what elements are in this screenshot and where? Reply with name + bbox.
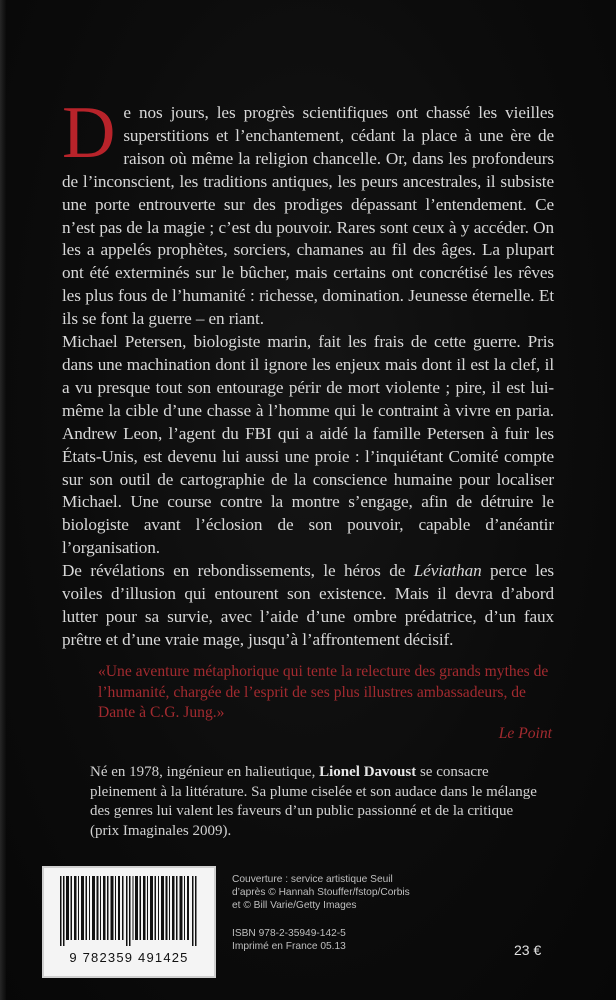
barcode-digits: 9 782359 491425 — [69, 950, 189, 965]
press-quote-source: Le Point — [498, 725, 552, 743]
price: 23 € — [514, 942, 542, 958]
print-info: Imprimé en France 05.13 — [232, 941, 346, 952]
press-quote — [98, 662, 552, 745]
barcode — [42, 866, 216, 978]
synopsis-paragraph-3 — [62, 560, 554, 652]
isbn-number: ISBN 978-2-35949-142-5 — [232, 928, 346, 939]
synopsis-paragraph-1: e nos jours, les progrès scientifiques ont chassé les vieilles superstitions et l’enchantement, cédant la place à une ère de raison où même la religion chancelle. Or, dans les profondeurs de l’inconscient, les traditions antiques, les peurs ancestrales, il subsiste une porte entrouverte sur des prodiges dépassant l’entendement. Ce n’est pas de la magie ; c’est du pouvoir. Rares sont ceux à y accéder. On les a appelés prophètes, sorciers, chamanes au fil des âges. La plupart ont été exterminés sur le bûcher, mais certains ont concrétisé les rêves les plus fous de l’humanité : richesse, domination. Jeunesse éternelle. Et ils se font la guerre – en riant. — [62, 103, 554, 329]
cover-credits-line-3: et © Bill Varie/Getty Images — [232, 900, 357, 911]
cover-credits — [232, 873, 472, 912]
author-bio — [90, 763, 540, 841]
author-name: Lionel Davoust — [319, 764, 417, 780]
cover-credits-line-1: Couverture : service artistique Seuil — [232, 874, 393, 885]
isbn-info — [232, 927, 472, 953]
cover-credits-line-2: d’après © Hannah Stouffer/fstop/Corbis — [232, 887, 410, 898]
author-bio-end: se consacre pleinement à la littérature. Sa plume ciselée et son audace dans le mélange des genres lui valent les faveurs d’un public passionné et de la critique (prix Imaginales 2009). — [90, 764, 537, 839]
drop-cap: D — [62, 92, 116, 174]
cover-edge — [0, 0, 6, 1000]
synopsis-paragraph-3-start: De révélations en rebondissements, le héros de — [62, 561, 414, 581]
book-title-italic: Léviathan — [413, 561, 482, 581]
barcode-bars — [58, 876, 200, 946]
synopsis-paragraph-3-end: perce les voiles d’illusion qui entourent son existence. Mais il devra d’abord lutter pour sa survie, avec l’aide d’une ombre prédatrice, d’un faux prêtre et d’une vraie mage, jusqu’à l’affrontement décisif. — [62, 561, 555, 649]
synopsis-text — [62, 92, 555, 652]
author-bio-start: Né en 1978, ingénieur en halieutique, — [90, 764, 320, 780]
synopsis-paragraph-2: Michael Petersen, biologiste marin, fait les frais de cette guerre. Pris dans une machination dont il ignore les enjeux mais dont il est la clef, il a vu presque tout son entourage périr de mort violente ; pire, il est lui-même la cible d’une chasse à l’homme qui le contraint à vivre en paria. Andrew Leon, l’agent du FBI qui a aidé la famille Petersen à fuir les États-Unis, est devenu lui aussi une proie : l’inquiétant Comité compte sur son outil de cartographie de la conscience humaine pour localiser Michael. Une course contre la montre s’engage, afin de détruire le biologiste avant l’éclosion de son pouvoir, capable d’anéantir l’organisation. — [62, 332, 554, 558]
press-quote-text: «Une aventure métaphorique qui tente la relecture des grands mythes de l’humanité, chargée de l’esprit de ses plus illustres ambassadeurs, de Dante à C.G. Jung.» — [98, 663, 549, 722]
